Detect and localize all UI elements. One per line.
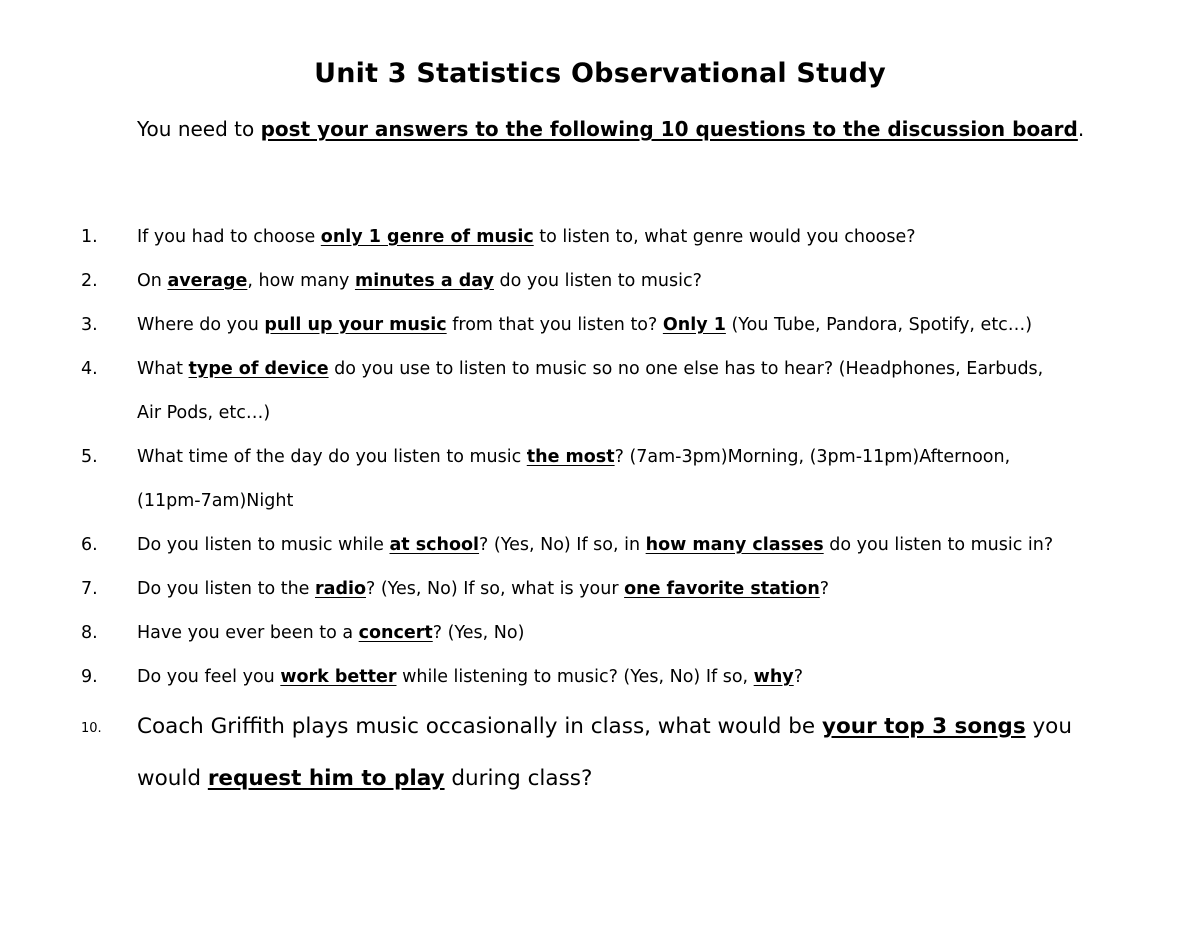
question-number: 7. xyxy=(81,579,98,599)
emphasis-text: why xyxy=(753,667,794,687)
question-text: do you use to listen to music so no one else has to hear? (Headphones, Earbuds, xyxy=(328,359,1044,379)
question-text: ? xyxy=(793,667,803,687)
question-line xyxy=(137,391,1177,435)
emphasis-text: how many classes xyxy=(645,535,824,555)
question-line xyxy=(137,479,1177,523)
question-number: 3. xyxy=(81,315,98,335)
question-item xyxy=(0,701,1200,805)
question-text: Coach Griffith plays music occasionally in class, what would be xyxy=(137,714,822,739)
question-list xyxy=(0,215,1200,805)
intro-instruction xyxy=(137,117,1084,141)
page-title: Unit 3 Statistics Observational Study xyxy=(314,58,886,89)
question-text: (11pm-7am)Night xyxy=(137,491,294,511)
question-line xyxy=(137,701,1177,753)
question-text: Air Pods, etc…) xyxy=(137,403,271,423)
question-text: , how many xyxy=(247,271,355,291)
question-text: Do you listen to the xyxy=(137,579,315,599)
question-line xyxy=(137,567,1177,611)
question-text: to listen to, what genre would you choose? xyxy=(533,227,916,247)
question-line xyxy=(137,259,1177,303)
question-line xyxy=(137,347,1177,391)
question-line xyxy=(137,753,1177,805)
intro-text-after: . xyxy=(1077,117,1085,141)
question-line xyxy=(137,611,1177,655)
question-text: Where do you xyxy=(137,315,265,335)
question-text: you xyxy=(1025,714,1072,739)
question-line xyxy=(137,303,1177,347)
question-text: during class? xyxy=(444,766,593,791)
emphasis-text: request him to play xyxy=(207,766,445,791)
emphasis-text: your top 3 songs xyxy=(822,714,1026,739)
emphasis-text: Only 1 xyxy=(662,315,726,335)
question-text: Have you ever been to a xyxy=(137,623,359,643)
question-text: while listening to music? (Yes, No) If so, xyxy=(396,667,754,687)
question-number: 8. xyxy=(81,623,98,643)
intro-text-before: You need to xyxy=(137,117,261,141)
question-text: (You Tube, Pandora, Spotify, etc…) xyxy=(725,315,1033,335)
question-text: If you had to choose xyxy=(137,227,321,247)
question-text: ? (Yes, No) If so, in xyxy=(479,535,646,555)
question-line xyxy=(137,215,1177,259)
question-item xyxy=(0,567,1200,611)
question-number: 9. xyxy=(81,667,98,687)
question-text: do you listen to music? xyxy=(493,271,702,291)
emphasis-text: only 1 genre of music xyxy=(320,227,534,247)
question-item xyxy=(0,347,1200,435)
question-text: On xyxy=(137,271,168,291)
question-line xyxy=(137,655,1177,699)
question-number: 10. xyxy=(81,721,102,736)
question-text: ? (Yes, No) xyxy=(432,623,525,643)
question-text: would xyxy=(137,766,208,791)
emphasis-text: pull up your music xyxy=(264,315,447,335)
question-item xyxy=(0,259,1200,303)
emphasis-text: average xyxy=(167,271,248,291)
question-text: ? (Yes, No) If so, what is your xyxy=(366,579,625,599)
question-text: ? (7am-3pm)Morning, (3pm-11pm)Afternoon, xyxy=(614,447,1011,467)
emphasis-text: radio xyxy=(315,579,366,599)
intro-emphasis: post your answers to the following 10 questions to the discussion board xyxy=(260,117,1078,141)
question-text: What time of the day do you listen to music xyxy=(137,447,527,467)
question-line xyxy=(137,523,1177,567)
question-text: Do you listen to music while xyxy=(137,535,390,555)
question-text: ? xyxy=(819,579,830,599)
emphasis-text: at school xyxy=(389,535,480,555)
emphasis-text: minutes a day xyxy=(354,271,494,291)
question-item xyxy=(0,523,1200,567)
question-text: from that you listen to? xyxy=(446,315,663,335)
emphasis-text: the most xyxy=(526,447,615,467)
question-number: 5. xyxy=(81,447,98,467)
question-item xyxy=(0,655,1200,699)
question-text: Do you feel you xyxy=(137,667,281,687)
question-item xyxy=(0,611,1200,655)
emphasis-text: one favorite station xyxy=(624,579,820,599)
question-text: What xyxy=(137,359,189,379)
question-line xyxy=(137,435,1177,479)
emphasis-text: concert xyxy=(358,623,433,643)
question-number: 6. xyxy=(81,535,98,555)
question-item xyxy=(0,215,1200,259)
question-number: 2. xyxy=(81,271,98,291)
question-text: do you listen to music in? xyxy=(823,535,1054,555)
question-number: 4. xyxy=(81,359,98,379)
question-item xyxy=(0,303,1200,347)
question-number: 1. xyxy=(81,227,98,247)
emphasis-text: work better xyxy=(280,667,397,687)
question-item xyxy=(0,435,1200,523)
emphasis-text: type of device xyxy=(188,359,329,379)
